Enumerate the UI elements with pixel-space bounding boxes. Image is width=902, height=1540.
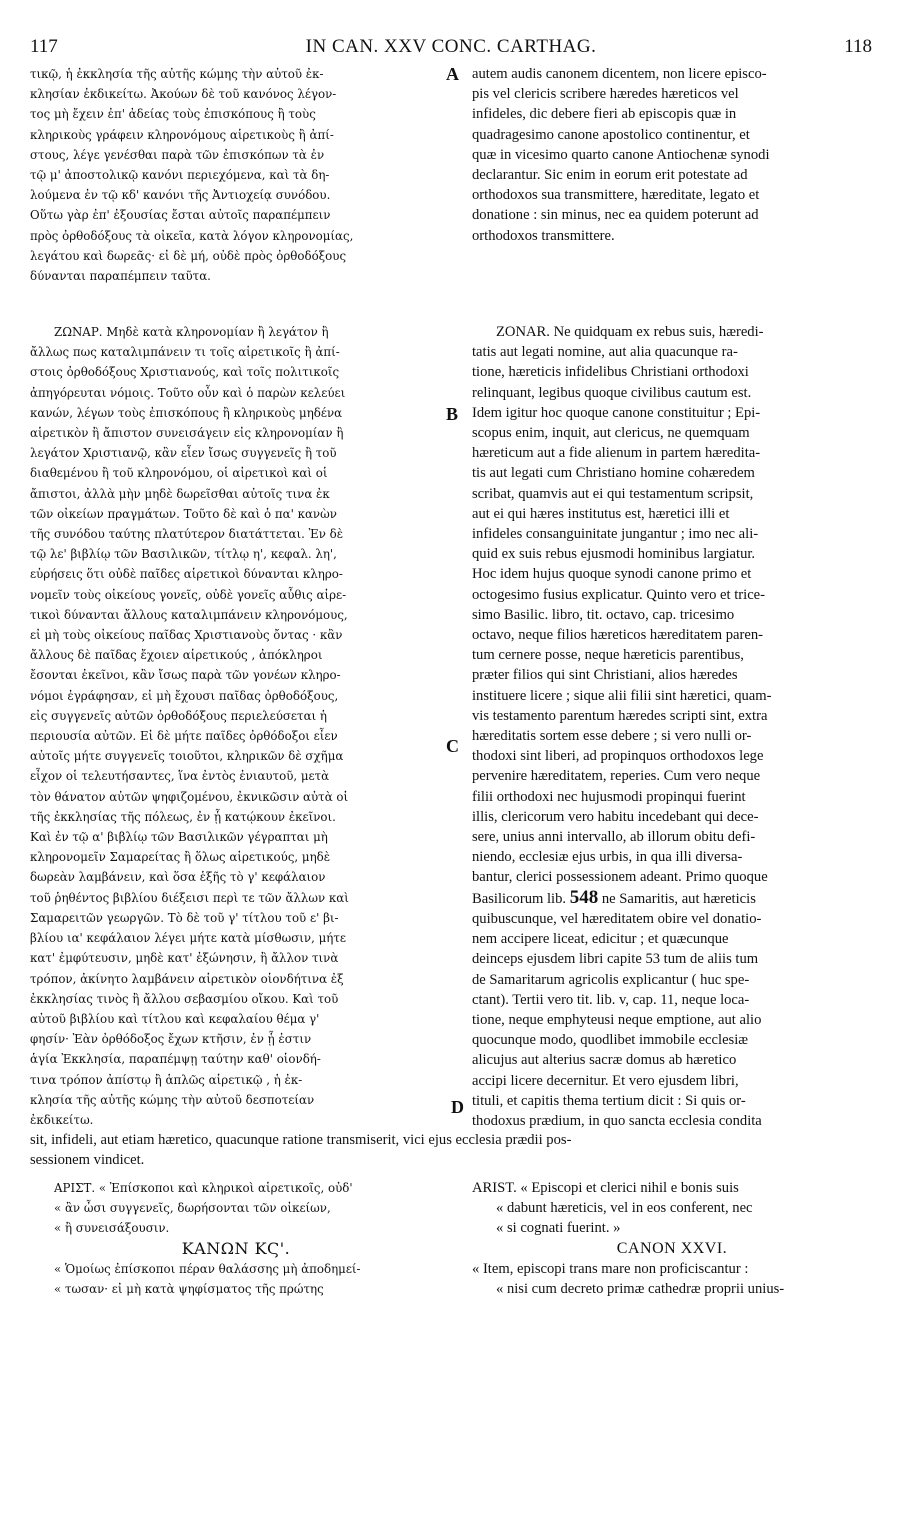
greek-line: τῆς συνόδου ταύτης πλατύτερον διατάττεται. Ἐν δὲ bbox=[30, 527, 344, 542]
greek-line: δωρεὰν λαμβάνειν, καὶ ὅσα ἑξῆς τὸ γ' κεφάλαιον bbox=[30, 870, 326, 885]
latin-line: « dabunt hæreticis, vel in eos conferent, nec bbox=[496, 1200, 753, 1217]
latin-line: ctant). Tertii vero tit. lib. v, cap. 11, neque loca- bbox=[472, 991, 750, 1008]
greek-line: « ἢ συνεισάξουσιν. bbox=[54, 1221, 170, 1236]
greek-line: ΑΡΙΣΤ. « Ἐπίσκοποι καὶ κληρικοὶ αἱρετικοῖς, οὐδ' bbox=[54, 1181, 353, 1195]
page-number-right: 118 bbox=[844, 36, 872, 57]
latin-line: orthodoxos sua transmittere, hæreditate, legato et bbox=[472, 187, 760, 204]
latin-line: tum cernere posse, neque hæreticis parentibus, bbox=[472, 647, 744, 664]
latin-line: tatis aut legati nomine, aut alia quacunque ra- bbox=[472, 344, 738, 361]
margin-marker-c: C bbox=[446, 736, 459, 756]
latin-column-block-2 bbox=[472, 322, 872, 1131]
page-header bbox=[30, 36, 872, 58]
greek-line: δύνανται παραπέμπειν ταῦτα. bbox=[30, 269, 211, 284]
arist-greek-block bbox=[30, 1178, 442, 1299]
latin-line: Hoc idem hujus quoque synodi canone primo et bbox=[472, 566, 752, 583]
latin-column-block-1 bbox=[472, 64, 872, 246]
latin-line: quibuscunque, vel hæreditatem obire vel donatio- bbox=[472, 910, 762, 927]
greek-line: αὐτοῖς μήτε συγγενεῖς τοιοῦτοι, κληρικῶν δὲ σχῆμα bbox=[30, 749, 344, 764]
latin-line: deinceps ejusdem libri capite 53 tum de aliis tum bbox=[472, 951, 759, 968]
canon-title-latin: CANON XXVI. bbox=[616, 1239, 728, 1257]
latin-line: Idem igitur hoc quoque canone constituitur ; Epi- bbox=[472, 404, 761, 421]
latin-text: Basilicorum lib. bbox=[472, 890, 567, 907]
latin-line: tione, neque emphyteusi neque emptione, aut alio bbox=[472, 1011, 762, 1028]
latin-line: hæreditatis sortem esse debere ; si vero nulli or- bbox=[472, 728, 752, 745]
greek-line: κληρονομεῖν Σαμαρείτας ἢ ὅλως αἱρετικούς, μηδὲ bbox=[30, 850, 331, 865]
greek-line: ἄλλους δὲ παῖδας ἔχοιεν αἱρετικούς , ἀπόκληροι bbox=[30, 648, 323, 663]
latin-line: illis, clericorum vero habitu incedebant qui dece- bbox=[472, 808, 759, 825]
greek-line: αἱρετικὸν ἢ ἄπιστον συνεισάγειν εἰς κληρονομίαν ἢ bbox=[30, 426, 344, 441]
latin-line: instituere licere ; sique alii filii sint hæretici, quam- bbox=[472, 687, 772, 704]
latin-line: præter filios qui sint Christiani, alios hæredes bbox=[472, 667, 738, 684]
greek-line: ἐκδικείτω. bbox=[30, 1112, 94, 1127]
greek-line: εἰς συγγενεῖς αὐτῶν ὀρθοδόξους περιελεύσεται ἡ bbox=[30, 708, 327, 723]
greek-line: νόμοι ἐγράφησαν, εἰ μὴ ἔχουσι παῖδας ὀρθοδόξους, bbox=[30, 688, 339, 703]
latin-line: octogesimo fusius explicatur. Quinto vero et trice- bbox=[472, 586, 766, 603]
greek-line: κληρικοὺς γράφειν κληρονόμους αἱρετικοὺς ἢ ἀπί- bbox=[30, 127, 334, 142]
latin-text: ne Samaritis, aut hæreticis bbox=[601, 890, 756, 907]
original-page-number: 548 bbox=[569, 887, 599, 908]
latin-line: infideles, dic debere fieri ab episcopis quæ in bbox=[472, 106, 737, 123]
latin-line: « nisi cum decreto primæ cathedræ proprii unius- bbox=[496, 1281, 785, 1298]
greek-line: λεγάτου καὶ δωρεᾶς· εἰ δὲ μή, οὐδὲ πρὸς ὀρθοδόξους bbox=[30, 248, 347, 263]
latin-line: « Item, episcopi trans mare non proficiscantur : bbox=[472, 1260, 749, 1277]
latin-line: sessionem vindicet. bbox=[30, 1152, 145, 1169]
greek-line: κανών, λέγων τοὺς ἐπισκόπους ἢ κληρικοὺς μηδένα bbox=[30, 405, 343, 420]
greek-line: τῆς ἐκκλησίας τῆς πόλεως, ἐν ᾗ κατῴκουν ἐκεῖνοι. bbox=[30, 809, 336, 824]
greek-line: Οὕτω γὰρ ἐπ' ἐξουσίας ἔσται αὐτοῖς παραπέμπειν bbox=[30, 208, 331, 223]
latin-line: thodoxi sint liberi, ad propinquos orthodoxos lege bbox=[472, 748, 764, 765]
latin-line: scopus enim, inquit, aut clericus, ne quemquam bbox=[472, 425, 750, 442]
latin-line: relinquant, legibus quoque civilibus cautum est. bbox=[472, 384, 752, 401]
greek-line: τικοὶ δύνανται ἄλλους καταλιμπάνειν κληρονόμους, bbox=[30, 607, 348, 622]
greek-line: βλίου ια' κεφάλαιον λέγει μήτε κατὰ μίσθωσιν, μήτε bbox=[30, 931, 346, 946]
latin-line: declarantur. Sic enim in eorum erit potestate ad bbox=[472, 167, 748, 184]
arist-latin-block bbox=[472, 1178, 872, 1299]
greek-line: νομεῖν τοὺς οἰκείους γονεῖς, οὐδὲ γονεῖς αὖθις αἱρε- bbox=[30, 587, 347, 602]
page-number-left: 117 bbox=[30, 36, 58, 57]
greek-line: περιουσία αὐτῶν. Εἰ δὲ μήτε παῖδες ὀρθόδοξοι εἶεν bbox=[30, 729, 338, 744]
greek-line: λούμενα ἐν τῷ κδ' κανόνι τῆς Ἀντιοχείᾳ συνόδου. bbox=[30, 188, 331, 203]
greek-line: πρὸς ὀρθοδόξους τὰ οἰκεῖα, κατὰ λόγον κληρονομίας, bbox=[30, 228, 354, 243]
latin-line-with-page-number bbox=[472, 888, 872, 909]
greek-line: Σαμαρειτῶν γεωργῶν. Τὸ δὲ τοῦ γ' τίτλου τοῦ ε' βι- bbox=[30, 910, 339, 925]
greek-line: « τωσαν· εἰ μὴ κατὰ ψηφίσματος τῆς πρώτης bbox=[54, 1282, 324, 1297]
latin-line: ZONAR. Ne quidquam ex rebus suis, hæredi- bbox=[496, 324, 764, 340]
margin-marker-b: B bbox=[446, 404, 459, 424]
greek-line: στους, λέγε γενέσθαι παρὰ τῶν ἐπισκόπων τὰ ἐν bbox=[30, 147, 325, 162]
latin-line: pervenire hæreditatem, reperies. Cum vero neque bbox=[472, 768, 761, 785]
greek-line: τικῷ, ἡ ἐκκλησία τῆς αὐτῆς κώμης τὴν αὐτοῦ ἐκ- bbox=[30, 67, 324, 81]
latin-line: quocunque modo, quodlibet immobile ecclesiæ bbox=[472, 1032, 749, 1049]
latin-line: quid ex suis rebus ejusmodi hominibus largiatur. bbox=[472, 546, 756, 563]
greek-line: ἀπηγόρευται νόμοις. Τοῦτο οὖν καὶ ὁ παρὼν κελεύει bbox=[30, 385, 346, 400]
greek-line: τοῦ ῥηθέντος βιβλίου διέξεισι περὶ τε τῶν ἄλλων καὶ bbox=[30, 890, 349, 905]
latin-line: « si cognati fuerint. » bbox=[496, 1220, 621, 1237]
greek-line: ἔσονται ἐκεῖνοι, κἂν ἴσως παρὰ τῶν γονέων κληρο- bbox=[30, 668, 341, 683]
latin-line: thodoxus prædium, in quo sancta ecclesia condita bbox=[472, 1112, 762, 1129]
canon-title-greek: ΚΑΝΩΝ ΚϚ'. bbox=[181, 1238, 291, 1258]
greek-line: ἐκκλησίας τινὸς ἢ ἄλλου σεβασμίου οἴκου. Καὶ τοῦ bbox=[30, 991, 339, 1006]
greek-line: εἰ μὴ τοὺς οἰκείους παῖδας Χριστιανοὺς ὄντας · κἂν bbox=[30, 628, 343, 643]
running-title: IN CAN. XXV CONC. CARTHAG. bbox=[305, 36, 597, 57]
greek-line: ΖΩΝΑΡ. Μηδὲ κατὰ κληρονομίαν ἢ λεγάτον ἢ bbox=[54, 325, 329, 339]
greek-line: « ἂν ὦσι συγγενεῖς, δωρήσονται τῶν οἰκείων, bbox=[54, 1201, 331, 1216]
margin-marker-d: D bbox=[451, 1097, 464, 1117]
greek-line: διαθεμένου ἢ τοῦ κληρονόμου, οἱ αἱρετικοὶ καὶ οἱ bbox=[30, 466, 328, 481]
latin-line: sit, infideli, aut etiam hæretico, quacunque ratione transmiserit, vici ejus ecclesia prædii pos- bbox=[30, 1132, 572, 1148]
greek-line: ἄλλως πως καταλιμπάνειν τι τοῖς αἱρετικοῖς ἢ ἀπί- bbox=[30, 345, 340, 360]
latin-line: sere, unius anni intervallo, ab illorum obitu defi- bbox=[472, 829, 756, 846]
latin-line: de Samaritarum agricolis explicantur ( huc spe- bbox=[472, 971, 750, 988]
greek-line: κλησίαν ἐκδικείτω. Ἀκούων δὲ τοῦ κανόνος λέγον- bbox=[30, 87, 337, 102]
greek-line: τῷ μ' ἀποστολικῷ κανόνι περιεχόμενα, καὶ τὰ δη- bbox=[30, 168, 330, 183]
greek-line: Καὶ ἐν τῷ α' βιβλίῳ τῶν Βασιλικῶν γέγραπται μὴ bbox=[30, 830, 328, 845]
greek-line: « Ὁμοίως ἐπίσκοποι πέραν θαλάσσης μὴ ἀποδημεί- bbox=[54, 1261, 361, 1276]
greek-line: λεγάτον Χριστιανῷ, κἂν εἶεν ἴσως συγγενεῖς ἢ τοῦ bbox=[30, 446, 337, 461]
latin-line: pis vel clericis scribere hæredes hæreticos vel bbox=[472, 86, 739, 103]
greek-line: ἁγία Ἐκκλησία, παραπέμψῃ ταύτην καθ' οἱονδή- bbox=[30, 1052, 321, 1067]
greek-line: τινα τρόπον ἀπίστῳ ἢ ἁπλῶς αἱρετικῷ , ἡ ἐκ- bbox=[30, 1072, 303, 1087]
latin-fullwidth-continuation bbox=[30, 1130, 872, 1170]
latin-line: niendo, ecclesiæ ejus urbis, in qua illi diversa- bbox=[472, 849, 743, 866]
greek-line: κλησία τῆς αὐτῆς κώμης τὴν αὐτοῦ δεσποτείαν bbox=[30, 1092, 315, 1107]
latin-line: aut ei qui hæres institutus est, hæretici illi et bbox=[472, 505, 730, 522]
greek-column-block-1 bbox=[30, 64, 442, 286]
greek-line: εὑρήσεις ὅτι οὐδὲ παῖδες αἱρετικοὶ δύνανται κληρο- bbox=[30, 567, 343, 582]
latin-line: bantur, clerici possessionem adeant. Primo quoque bbox=[472, 869, 768, 886]
latin-line: donatione : sin minus, nec ea quidem poterunt ad bbox=[472, 207, 759, 224]
greek-line: τρόπον, ἀκίνητο λαμβάνειν αἱρετικὸν οἱονδήτινα ἐξ bbox=[30, 971, 344, 986]
greek-line: φησίν· Ἐὰν ὀρθόδοξος ἔχων κτῆσιν, ἐν ᾗ ἐστιν bbox=[30, 1032, 312, 1047]
greek-line: στοις ὀρθοδόξους Χριστιανούς, καὶ τοῖς πολιτικοῖς bbox=[30, 365, 340, 380]
latin-line: tituli, et capitis thema tertium dicit : Si quis or- bbox=[472, 1092, 746, 1109]
latin-line: simo Basilic. libro, tit. octavo, cap. tricesimo bbox=[472, 606, 735, 623]
latin-line: hæreticum aut a fide alienum in partem hæredita- bbox=[472, 445, 761, 462]
greek-line: τῷ λε' βιβλίῳ τῶν Βασιλικῶν, τίτλῳ η', κεφαλ. λη', bbox=[30, 547, 337, 562]
latin-line: filii orthodoxi nec hujusmodi propinqui fuerint bbox=[472, 788, 746, 805]
latin-line: orthodoxos transmittere. bbox=[472, 227, 615, 244]
latin-line: quadragesimo canone apostolico continentur, et bbox=[472, 126, 750, 143]
margin-marker-a: A bbox=[446, 64, 459, 84]
greek-line: τῶν οἰκείων πραγμάτων. Τοῦτο δὲ καὶ ὁ πα' κανὼν bbox=[30, 506, 337, 521]
latin-line: nem accipere liceat, edicitur ; et quæcunque bbox=[472, 931, 729, 948]
greek-line: τὸν θάνατον αὐτῶν ψηφιζομένου, ἐκνικῶσιν αὐτὰ οἱ bbox=[30, 789, 349, 804]
latin-line: accipi licere decernitur. Et vero ejusdem libri, bbox=[472, 1072, 739, 1089]
latin-line: autem audis canonem dicentem, non licere episco- bbox=[472, 66, 767, 82]
latin-line: infideles consanguinitate jungantur ; imo nec ali- bbox=[472, 526, 759, 543]
latin-line: vis testamento parentum hæredes scripti sint, extra bbox=[472, 707, 768, 724]
greek-line: τος μὴ ἔχειν ἐπ' ἀδείας τοὺς ἐπισκόπους ἢ τοὺς bbox=[30, 107, 316, 122]
greek-line: αὐτοῦ βιβλίου καὶ τίτλου καὶ κεφαλαίου θέμα γ' bbox=[30, 1011, 320, 1026]
greek-column-block-2 bbox=[30, 322, 442, 1130]
latin-line: quæ in vicesimo quarto canone Antiochenæ synodi bbox=[472, 146, 770, 163]
latin-line: octavo, neque filios hæreticos hæreditatem paren- bbox=[472, 627, 763, 644]
latin-line: ARIST. « Episcopi et clerici nihil e bonis suis bbox=[472, 1180, 739, 1196]
latin-line: scribat, quamvis aut ei qui testamentum scripsit, bbox=[472, 485, 754, 502]
latin-line: tione, hæreticis infidelibus Christiani orthodoxi bbox=[472, 364, 749, 381]
greek-line: ἄπιστοι, ἀλλὰ μὴν μηδὲ δωρεῖσθαι αὐτοῖς τινα ἐκ bbox=[30, 486, 330, 501]
latin-line: tis aut legati cum Christiano homine cohæredem bbox=[472, 465, 755, 482]
greek-line: κατ' ἐμφύτευσιν, μηδὲ κατ' ἐξώνησιν, ἢ ἄλλον τινὰ bbox=[30, 951, 339, 966]
latin-line: alicujus aut alterius sacræ domus ab hæretico bbox=[472, 1052, 737, 1069]
greek-line: εἶχον οἱ τελευτήσαντες, ἵνα ἐντὸς ἐνιαυτοῦ, μετὰ bbox=[30, 769, 330, 784]
